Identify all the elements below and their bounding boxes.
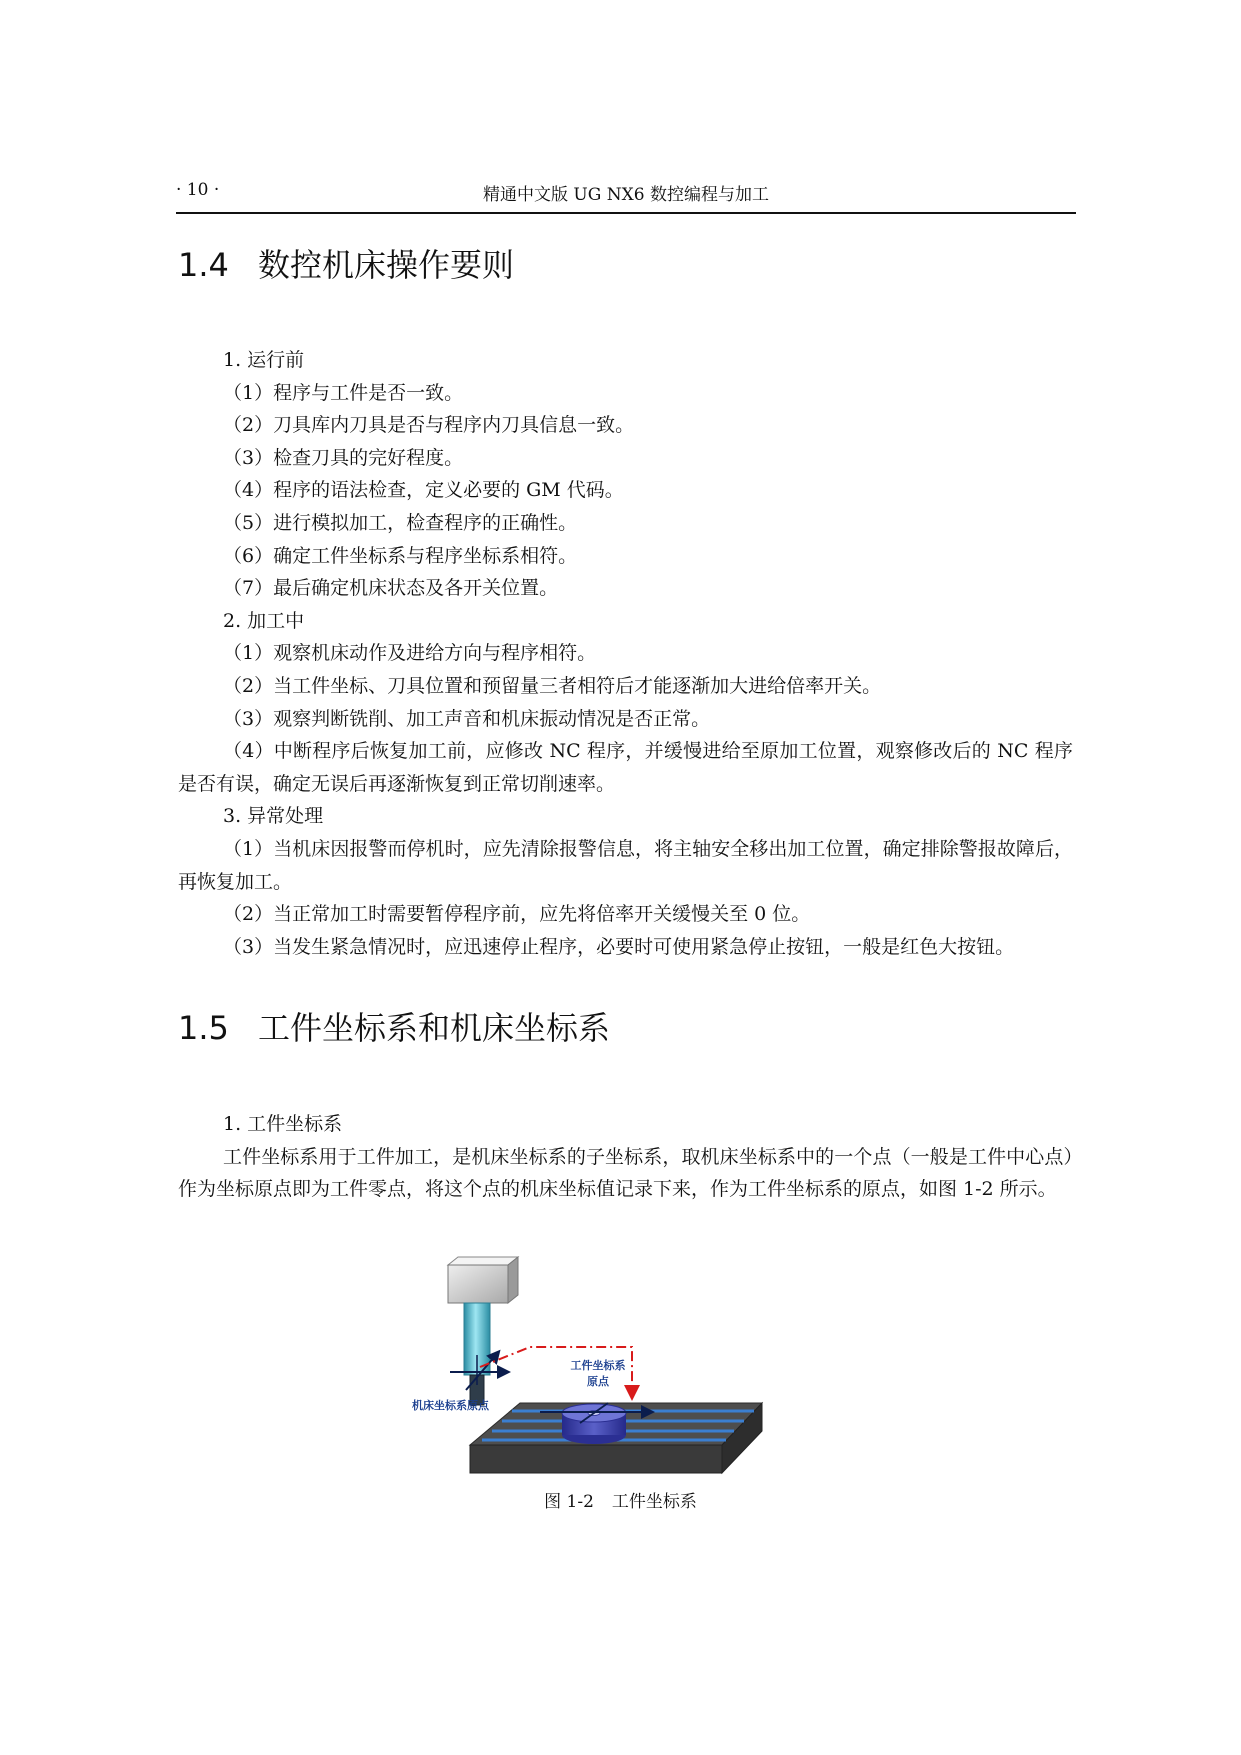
machine-origin-label: 机床坐标系原点 (412, 1399, 489, 1412)
cutting-tool (464, 1303, 490, 1405)
figure-caption-text: 工件坐标系 (611, 1492, 697, 1512)
list-item: （3）观察判断铣削、加工声音和机床振动情况是否正常。 (223, 707, 711, 730)
subheading-before-run: 1. 运行前 (223, 349, 305, 371)
list-item: （5）进行模拟加工，检查程序的正确性。 (223, 511, 578, 534)
list-item: （4）程序的语法检查，定义必要的 GM 代码。 (223, 479, 624, 502)
section-title-text: 数控机床操作要则 (258, 246, 515, 284)
spindle-head (448, 1257, 518, 1303)
section-number: 1.4 (178, 246, 229, 284)
list-item: （2）当工件坐标、刀具位置和预留量三者相符后才能逐渐加大进给倍率开关。 (223, 674, 882, 697)
list-item: （2）当正常加工时需要暂停程序前，应先将倍率开关缓慢关至 0 位。 (223, 903, 811, 926)
subheading-during-machining: 2. 加工中 (223, 609, 305, 632)
section-heading-1-4 (178, 240, 514, 286)
book-title: 精通中文版 UG NX6 数控编程与加工 (483, 185, 769, 205)
section-1-5-body (178, 1108, 1073, 1206)
list-item: （7）最后确定机床状态及各开关位置。 (223, 577, 559, 600)
section-number: 1.5 (178, 1009, 229, 1047)
section-1-4-body (178, 344, 1073, 963)
list-item: （1）观察机床动作及进给方向与程序相符。 (223, 642, 597, 665)
figure-work-coordinate-system (412, 1255, 820, 1480)
running-header (176, 178, 1076, 214)
figure-number: 图 1-2 (544, 1492, 594, 1512)
page-number: · 10 · (176, 180, 220, 200)
workpiece (562, 1404, 626, 1444)
figure-illustration (412, 1255, 820, 1480)
list-item: （1）当机床因报警而停机时，应先清除报警信息，将主轴安全移出加工位置，确定排除警报故障后，再恢复加工。 (178, 837, 1073, 893)
list-item: （3）检查刀具的完好程度。 (223, 446, 464, 469)
figure-caption (0, 1487, 1241, 1512)
list-item: （6）确定工件坐标系与程序坐标系相符。 (223, 544, 578, 567)
list-item: （1）程序与工件是否一致。 (223, 381, 464, 404)
subheading-exception-handling: 3. 异常处理 (223, 805, 324, 828)
work-origin-label-line2: 原点 (587, 1375, 609, 1388)
work-origin-label-line1: 工件坐标系 (570, 1359, 626, 1372)
paragraph: 工件坐标系用于工件加工，是机床坐标系的子坐标系，取机床坐标系中的一个点（一般是工件中心点）作为坐标原点即为工件零点，将这个点的机床坐标值记录下来，作为工件坐标系的原点，如图 1-2 所示。 (178, 1145, 1073, 1201)
subheading-work-coordinate-system: 1. 工件坐标系 (223, 1113, 343, 1135)
list-item: （4）中断程序后恢复加工前，应修改 NC 程序，并缓慢进给至原加工位置，观察修改后的 NC 程序是否有误，确定无误后再逐渐恢复到正常切削速率。 (178, 740, 1073, 795)
section-title-text: 工件坐标系和机床坐标系 (258, 1009, 611, 1047)
machine-origin-axes (450, 1355, 504, 1390)
section-heading-1-5 (178, 1003, 610, 1049)
list-item: （3）当发生紧急情况时，应迅速停止程序，必要时可使用紧急停止按钮，一般是红色大按钮。 (223, 935, 1015, 958)
list-item: （2）刀具库内刀具是否与程序内刀具信息一致。 (223, 414, 635, 437)
